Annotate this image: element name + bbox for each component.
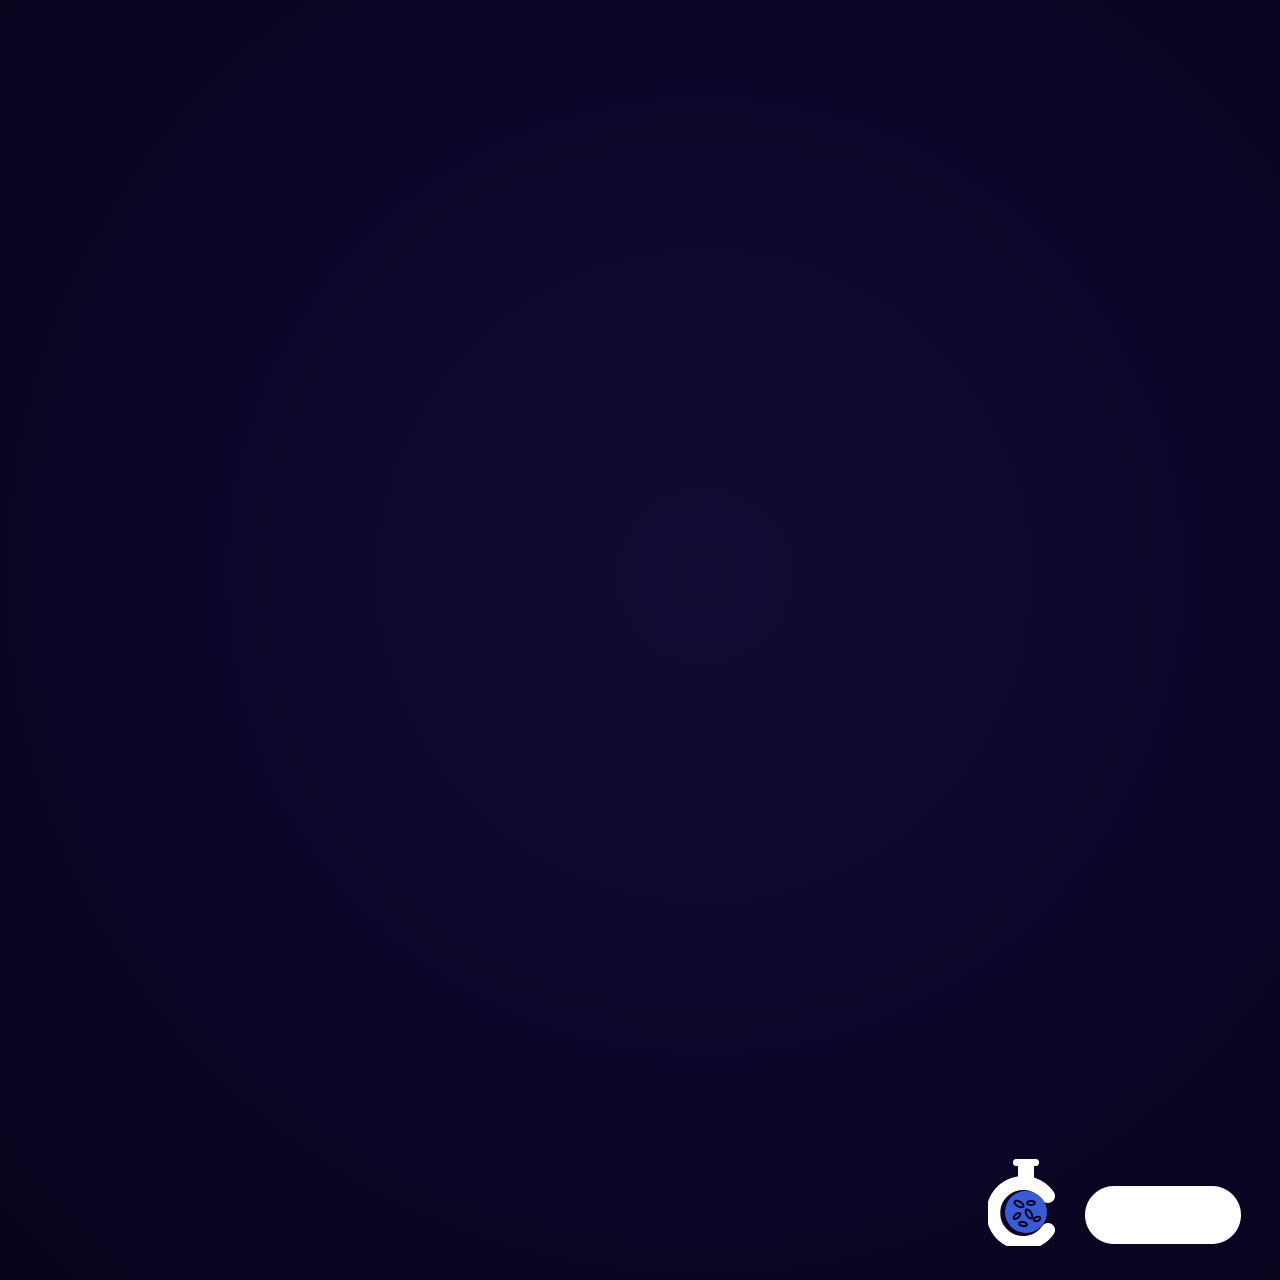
itmo-logo [1085,1186,1241,1244]
flask-logo-icon [988,1156,1064,1246]
